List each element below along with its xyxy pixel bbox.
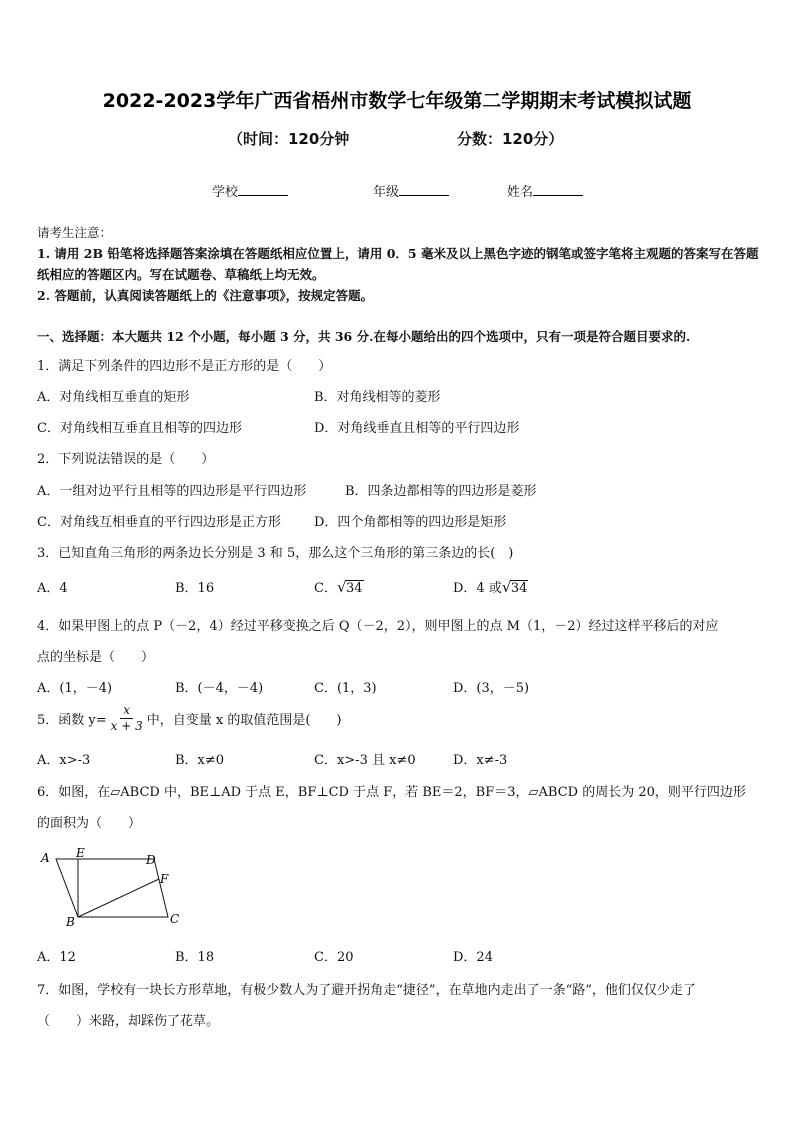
school-field[interactable] (212, 181, 288, 200)
q3-stem: 3．已知直角三角形的两条边长分别是 3 和 5，那么这个三角形的第三条边的长( ) (37, 546, 514, 561)
name-label: 姓名 (507, 185, 534, 200)
grade-label: 年级 (373, 185, 400, 200)
q2-option-a[interactable]: A．一组对边平行且相等的四边形是平行四边形 (37, 484, 307, 499)
q3-option-a[interactable]: A．4 (37, 581, 68, 596)
q4-option-b[interactable]: B．(－4，－4) (175, 681, 264, 696)
q5-stem-prefix: 5．函数 y= (37, 713, 107, 728)
sqrt-symbol: √ 34 (501, 578, 528, 596)
label-d: D (146, 853, 156, 867)
q2-stem: 2．下列说法错误的是（ ） (37, 452, 215, 467)
q3-option-b[interactable]: B．16 (175, 581, 215, 596)
q2-option-c[interactable]: C．对角线互相垂直的平行四边形是正方形 (37, 515, 281, 530)
label-b: B (66, 915, 75, 929)
school-label: 学校 (212, 185, 239, 200)
q3-option-c-radicand: 34 (345, 581, 363, 596)
q5-stem-suffix: 中，自变量 x 的取值范围是( ) (146, 713, 342, 728)
q5-option-a[interactable]: A．x>-3 (37, 753, 91, 768)
grade-blank[interactable] (399, 183, 449, 196)
q6-stem-line2: 的面积为（ ） (37, 816, 142, 831)
q4-option-d[interactable]: D．(3，－5) (453, 681, 530, 696)
q3-option-d[interactable] (453, 577, 528, 596)
label-a: A (41, 851, 50, 865)
q6-option-c[interactable]: C．20 (314, 950, 354, 965)
q5-numerator: x (120, 703, 133, 719)
q6-option-a[interactable]: A．12 (37, 950, 76, 965)
q4-option-a[interactable]: A．(1，－4) (37, 681, 113, 696)
sqrt-symbol: √ 34 (336, 578, 363, 596)
label-c: C (170, 912, 180, 926)
school-blank[interactable] (238, 183, 288, 196)
q6-stem-line1: 6．如图，在▱ABCD 中，BE⊥AD 于点 E，BF⊥CD 于点 F，若 BE＝2，BF＝3，▱ABCD 的周长为 20，则平行四边形 (37, 785, 746, 800)
q5-option-c[interactable]: C．x>-3 且 x≠0 (314, 753, 416, 768)
q4-stem-line2: 点的坐标是（ ） (37, 650, 155, 665)
section-heading: 一、选择题：本大题共 12 个小题，每小题 3 分，共 36 分.在每小题给出的四个选项中，只有一项是符合题目要求的. (37, 329, 691, 344)
q5-denominator: x + 3 (110, 719, 143, 733)
q2-option-d[interactable]: D．四个角都相等的四边形是矩形 (314, 515, 507, 530)
notice-item-2: 2. 答题前，认真阅读答题纸上的《注意事项》，按规定答题。 (37, 288, 374, 303)
q5-option-d[interactable]: D．x≠-3 (453, 753, 508, 768)
q1-option-d[interactable]: D．对角线垂直且相等的平行四边形 (314, 421, 520, 436)
q1-stem: 1．满足下列条件的四边形不是正方形的是（ ） (37, 359, 332, 374)
grade-field[interactable] (373, 181, 449, 200)
q3-option-c[interactable] (314, 577, 364, 596)
q3-option-d-radicand: 34 (510, 581, 528, 596)
q3-option-d-prefix: D．4 或 (453, 581, 502, 596)
q4-option-c[interactable]: C．(1，3) (314, 681, 377, 696)
name-field[interactable] (507, 181, 583, 200)
label-e: E (76, 846, 85, 860)
q6-option-b[interactable]: B．18 (175, 950, 215, 965)
q4-stem-line1: 4．如果甲图上的点 P（－2，4）经过平移变换之后 Q（－2，2），则甲图上的点 M（1，－2）经过这样平移后的对应 (37, 619, 719, 634)
notice-heading: 请考生注意： (37, 225, 113, 240)
exam-time: （时间：120分钟 (228, 130, 350, 148)
notice-block (37, 222, 759, 306)
q5-fraction (109, 703, 145, 734)
q5-stem (37, 703, 341, 734)
exam-score: 分数：120分） (457, 130, 564, 148)
q3-option-c-prefix: C． (314, 581, 337, 596)
segment-bf (78, 879, 159, 917)
q1-option-a[interactable]: A．对角线相互垂直的矩形 (37, 390, 190, 405)
q1-option-b[interactable]: B．对角线相等的菱形 (314, 390, 441, 405)
label-f: F (160, 872, 169, 886)
q6-option-d[interactable]: D．24 (453, 950, 493, 965)
q7-stem-line2: （ ）米路，却踩伤了花草。 (37, 1014, 220, 1029)
q5-option-b[interactable]: B．x≠0 (175, 753, 225, 768)
parallelogram-abcd (56, 859, 168, 917)
q1-option-c[interactable]: C．对角线相互垂直且相等的四边形 (37, 421, 242, 436)
page-title: 2022-2023学年广西省梧州市数学七年级第二学期期末考试模拟试题 (102, 90, 692, 112)
name-blank[interactable] (533, 183, 583, 196)
notice-item-1: 1. 请用 2B 铅笔将选择题答案涂填在答题纸相应位置上，请用 0．5 毫米及以上黑色字迹的钢笔或签字笔将主观题的答案写在答题纸相应的答题区内。写在试题卷、草稿纸上均无效。 (37, 246, 759, 282)
q2-option-b[interactable]: B．四条边都相等的四边形是菱形 (345, 484, 537, 499)
parallelogram-figure (36, 845, 186, 930)
q7-stem-line1: 7．如图，学校有一块长方形草地，有极少数人为了避开拐角走“捷径”，在草地内走出了一条“路”，他们仅仅少走了 (37, 983, 696, 998)
